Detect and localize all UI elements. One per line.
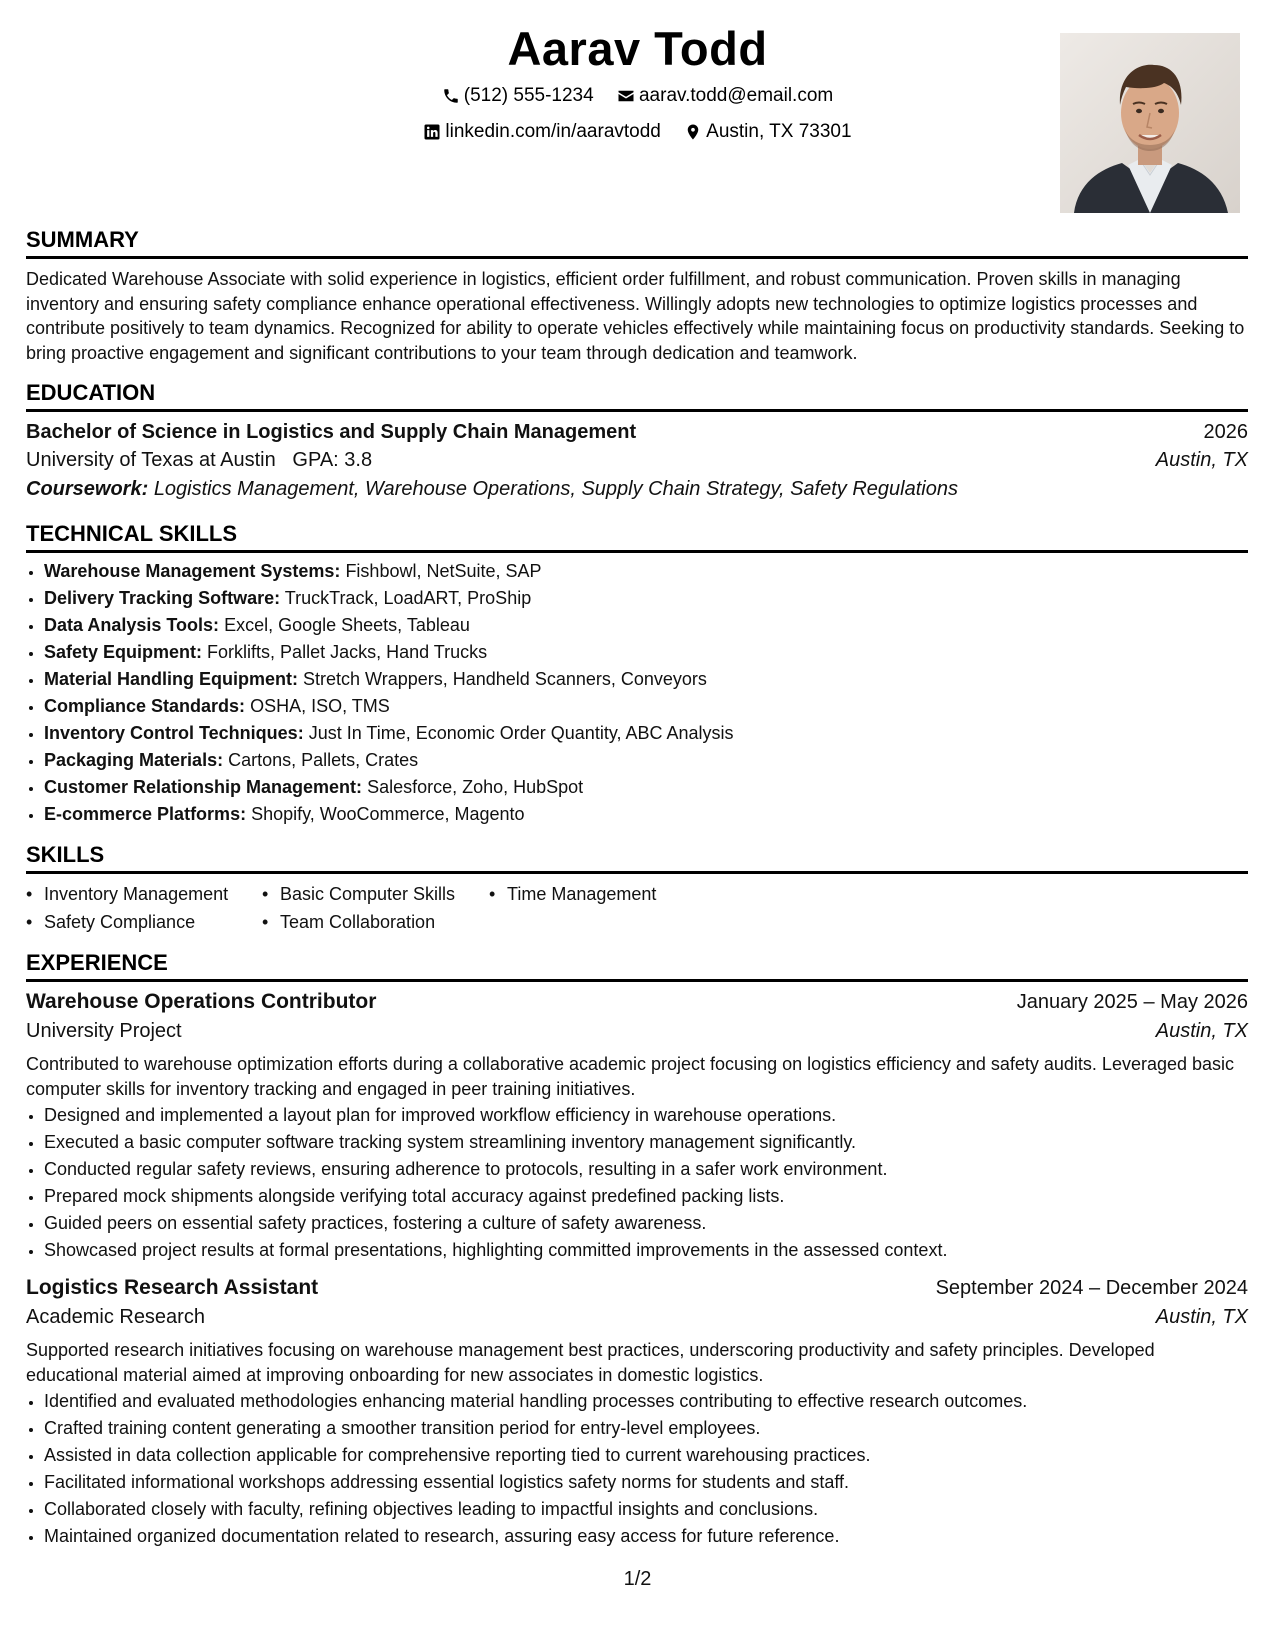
job-bullets [26,1388,1248,1550]
resume-body [26,226,1248,1550]
skill-values: Stretch Wrappers, Handheld Scanners, Conveyors [303,669,707,689]
job-title: Logistics Research Assistant [26,1276,319,1299]
technical-skills-list [26,558,1248,828]
list-item: • Maintained organized documentation related to research, assuring easy access for future reference. [44,1523,1248,1550]
summary-text: Dedicated Warehouse Associate with solid experience in logistics, efficient order fulfillment, and robust communication. Proven skills in managing inventory and ensuring safety compliance enhance operational effectiveness. Willingly adopts new technologies to optimize logistics processes and contribute positively to team dynamics. Recognized for ability to operate vehicles effectively while maintaining focus on productivity standards. Seeking to bring proactive engagement and significant contributions to your team through dedication and teamwork. [26,269,1245,363]
section-divider [26,979,1248,982]
technical-skills-section [26,520,1248,828]
email-address: aarav.todd@email.com [638,85,834,106]
school-location: Austin, TX [1155,449,1248,471]
skill-category: Packaging Materials: [44,750,224,770]
skill-category: Safety Equipment: [44,642,203,662]
skill-values: OSHA, ISO, TMS [250,696,390,716]
skill-category: Data Analysis Tools: [44,615,220,635]
job-dates: January 2025 – May 2026 [1016,991,1248,1013]
linkedin-url: linkedin.com/in/aaravtodd [445,121,661,142]
section-divider [26,256,1248,259]
phone-icon [442,87,460,105]
job-title: Warehouse Operations Contributor [26,990,377,1013]
summary-heading: SUMMARY [26,227,139,252]
school-name: University of Texas at Austin [26,449,276,471]
candidate-name: Aarav Todd [507,22,768,75]
list-item [44,585,1248,612]
skill-values: TruckTrack, LoadART, ProShip [284,588,532,608]
list-item: • Crafted training content generating a smoother transition period for entry-level employees. [44,1415,1248,1442]
job-location: Austin, TX [1155,1020,1248,1042]
page-number: 1/2 [623,1568,652,1590]
job-location: Austin, TX [1155,1306,1248,1328]
list-item: • Basic Computer Skills [262,880,489,908]
list-item [44,720,1248,747]
list-item: • Guided peers on essential safety practices, fostering a culture of safety awareness. [44,1210,1248,1237]
job-title-row [26,1273,1248,1303]
school-row [26,446,1248,475]
list-item: • Collaborated closely with faculty, refining objectives leading to impactful insights and conclusions. [44,1496,1248,1523]
phone-number: (512) 555-1234 [463,85,594,106]
list-item: • Inventory Management [26,880,262,908]
graduation-year: 2026 [1203,421,1248,443]
experience-heading: EXPERIENCE [26,950,168,975]
linkedin-icon [423,123,441,141]
list-item: • Assisted in data collection applicable for comprehensive reporting tied to current warehousing practices. [44,1442,1248,1469]
list-item [44,801,1248,828]
list-item [44,639,1248,666]
skill-values: Cartons, Pallets, Crates [228,750,419,770]
job-title-row [26,987,1248,1017]
list-item [44,774,1248,801]
job-org-row [26,1017,1248,1046]
job-description: Supported research initiatives focusing on warehouse management best practices, underscoring productivity and safety principles. Developed educational material aimed at improving onboarding for new associates in domestic logistics. [26,1340,1155,1385]
list-item: • Showcased project results at formal presentations, highlighting committed improvements in the assessed context. [44,1237,1248,1264]
experience-section [26,949,1248,1550]
skill-values: Excel, Google Sheets, Tableau [224,615,470,635]
skills-grid [26,880,1248,936]
list-item: • Safety Compliance [26,908,262,936]
job-bullets [26,1102,1248,1264]
list-item [44,747,1248,774]
list-item [44,693,1248,720]
skills-section [26,841,1248,936]
section-divider [26,409,1248,412]
job-dates: September 2024 – December 2024 [935,1277,1248,1299]
list-item: • Identified and evaluated methodologies enhancing material handling processes contributing to effective research outcomes. [44,1388,1248,1415]
list-item: • Designed and implemented a layout plan for improved workflow efficiency in warehouse operations. [44,1102,1248,1129]
degree-title: Bachelor of Science in Logistics and Supply Chain Management [26,421,637,443]
school-info [26,446,372,475]
skill-category: E-commerce Platforms: [44,804,247,824]
degree-row [26,418,1248,446]
coursework [26,475,1248,504]
skill-values: Shopify, WooCommerce, Magento [251,804,525,824]
summary-section [26,226,1248,365]
email-contact[interactable] [617,84,833,108]
section-divider [26,871,1248,874]
list-item: • Facilitated informational workshops addressing essential logistics safety norms for students and staff. [44,1469,1248,1496]
job-entry [26,987,1248,1264]
list-item: • Executed a basic computer software tracking system streamlining inventory management significantly. [44,1129,1248,1156]
job-entry [26,1273,1248,1550]
education-section [26,379,1248,504]
location-contact [684,120,851,144]
skill-category: Delivery Tracking Software: [44,588,281,608]
list-item: • Time Management [489,880,789,908]
skill-values: Salesforce, Zoho, HubSpot [367,777,584,797]
gpa: GPA: 3.8 [292,449,373,471]
coursework-list: Logistics Management, Warehouse Operations, Supply Chain Strategy, Safety Regulations [153,478,958,500]
email-icon [617,87,635,105]
job-organization: University Project [26,1020,182,1042]
skill-category: Inventory Control Techniques: [44,723,304,743]
list-item: • Prepared mock shipments alongside verifying total accuracy against predefined packing lists. [44,1183,1248,1210]
education-heading: EDUCATION [26,380,156,405]
list-item: • Team Collaboration [262,908,489,936]
skill-category: Customer Relationship Management: [44,777,363,797]
location-pin-icon [684,123,702,141]
list-item [44,558,1248,585]
skill-category: Material Handling Equipment: [44,669,299,689]
skills-heading: SKILLS [26,842,105,867]
job-organization: Academic Research [26,1306,205,1328]
list-item [44,612,1248,639]
section-divider [26,550,1248,553]
phone-contact[interactable] [442,84,594,108]
skill-values: Just In Time, Economic Order Quantity, ABC Analysis [308,723,734,743]
technical-skills-heading: TECHNICAL SKILLS [26,521,238,546]
location-text: Austin, TX 73301 [706,121,852,142]
skill-category: Compliance Standards: [44,696,246,716]
job-org-row [26,1303,1248,1332]
coursework-label: Coursework: [26,478,149,500]
skill-category: Warehouse Management Systems: [44,561,341,581]
skill-values: Fishbowl, NetSuite, SAP [345,561,542,581]
skill-values: Forklifts, Pallet Jacks, Hand Trucks [207,642,488,662]
list-item [44,666,1248,693]
list-item: • Conducted regular safety reviews, ensuring adherence to protocols, resulting in a safer work environment. [44,1156,1248,1183]
linkedin-contact[interactable] [423,120,660,144]
job-description: Contributed to warehouse optimization efforts during a collaborative academic project focusing on logistics efficiency and safety audits. Leveraged basic computer skills for inventory tracking and engaged in peer training initiatives. [26,1054,1235,1099]
profile-photo [1060,33,1240,213]
